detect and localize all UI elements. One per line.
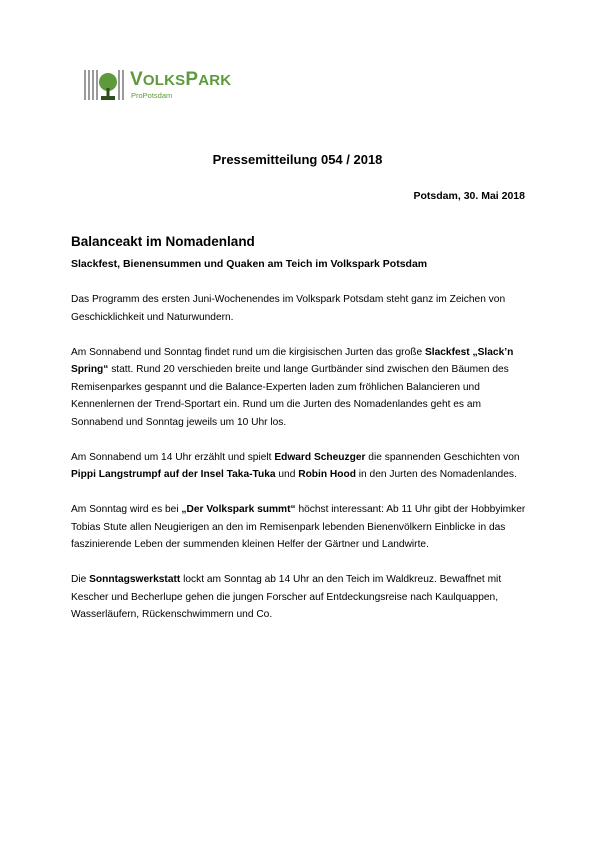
volkspark-tree-logo-icon <box>84 68 126 104</box>
paragraph-slackfest: Am Sonnabend und Sonntag findet rund um die kirgisischen Jurten das große Slackfest „Slack’n Spring“ statt. Rund 20 verschieden breite und lange Gurtbänder sind zwischen den Bäumen des Remisenparkes gespannt und die Balance-Experten laden zum fröhlichen Balancieren und Kennenlernen der Trend-Sportart ein. Rund um die Jurten des Nomadenlandes geht es am Sonnabend und Sonntag jeweils um 10 Uhr los. <box>71 346 514 428</box>
paragraph-storytelling: Am Sonnabend um 14 Uhr erzählt und spielt Edward Scheuzger die spannenden Geschichten von Pippi Langstrumpf auf der Insel Taka-Tuka und Robin Hood in den Jurten des Nomadenlandes. <box>71 451 520 480</box>
article-subheadline: Slackfest, Bienensummen und Quaken am Teich im Volkspark Potsdam <box>71 258 428 270</box>
article-headline: Balanceakt im Nomadenland <box>71 234 255 249</box>
paragraph-intro: Das Programm des ersten Juni-Wochenendes im Volkspark Potsdam steht ganz im Zeichen von Geschicklichkeit und Naturwundern. <box>71 294 506 323</box>
paragraph-workshop: Die Sonntagswerkstatt lockt am Sonntag ab 14 Uhr an den Teich im Waldkreuz. Bewaffnet mit Kescher und Becherlupe gehen die jungen Forscher auf Entdeckungsreise nach Kaulquappen, Wasserläufern, Rückenschwimmern und Co. <box>71 574 502 620</box>
press-release-title: Pressemitteilung 054 / 2018 <box>212 152 383 167</box>
logo-subline: ProPotsdam <box>131 91 173 100</box>
volkspark-logo <box>84 68 254 108</box>
paragraph-bees: Am Sonntag wird es bei „Der Volkspark summt“ höchst interessant: Ab 11 Uhr gibt der Hobbyimker Tobias Stute allen Neugierigen an den im Remisenpark lebenden Bienenvölkern Einblicke in das faszinierende Leben der summenden kleinen Helfer der Gärtner und Landwirte. <box>71 504 526 550</box>
article-body <box>71 291 531 641</box>
press-release-date: Potsdam, 30. Mai 2018 <box>413 190 525 202</box>
logo-wordmark: VOLKSPARK <box>130 69 232 90</box>
